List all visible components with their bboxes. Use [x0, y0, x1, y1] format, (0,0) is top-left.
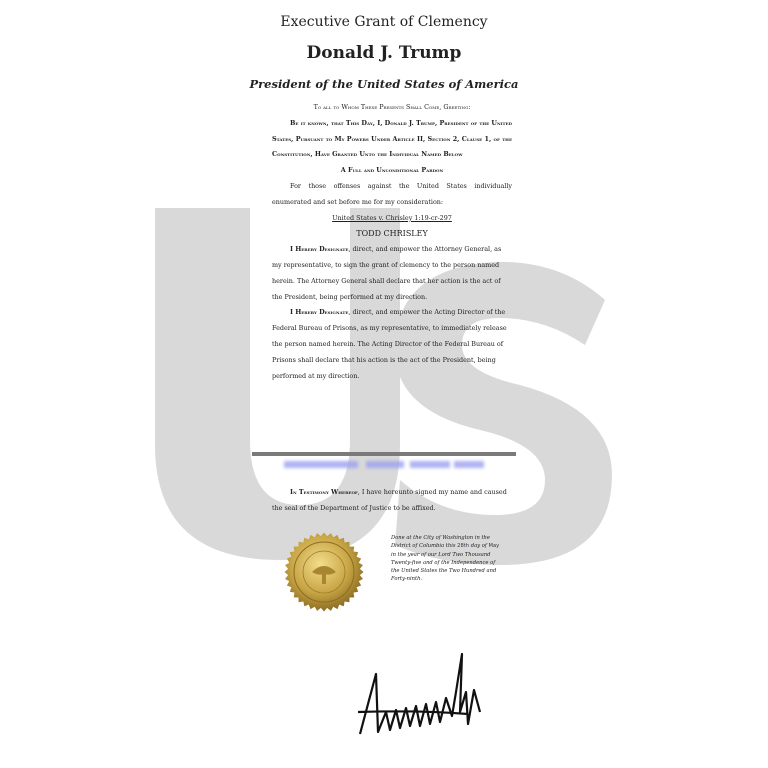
designate-lead: I Hereby Designate — [290, 308, 349, 317]
designate-bop-paragraph — [272, 305, 512, 384]
presidential-signature — [356, 652, 486, 744]
testimony-paragraph — [272, 485, 512, 517]
president-name: Donald J. Trump — [306, 43, 462, 63]
divider — [252, 452, 516, 456]
designate-text: , direct, and empower the Acting Director of the Federal Bureau of Prisons, as my representative, to immediately release the person named herein. The Acting Director of the Federal Bureau of Prisons shall declare that his action is the act of the President, being performed at my direction. — [272, 308, 507, 380]
testimony-lead: In Testimony Whereof — [290, 488, 358, 496]
designate-ag-paragraph — [272, 242, 512, 305]
president-office: President of the United States of America — [249, 77, 519, 91]
be-it-known-paragraph: Be it known, that This Day, I, Donald J. Trump, President of the United States, Pursuant to My Powers Under Article II, Section 2, Clause 1, of the Constitution, Have Granted Unto the Individual Named Below — [272, 118, 512, 159]
redacted-text — [410, 461, 450, 468]
clemency-document — [249, 0, 519, 768]
designate-text: , direct, and empower the Attorney General, as my representative, to sign the grant of clemency to the person named herein. The Attorney General shall declare that her action is the act of the President, being performed at my direction. — [272, 245, 502, 301]
done-at-line: in the year of our Lord Two Thousand Twenty-five and of the Independence of the United States the Two Hundred and Forty-ninth. — [391, 551, 497, 583]
offenses-paragraph: For those offenses against the United States individually enumerated and set before me for my consideration: — [272, 181, 512, 206]
testimony-text: , I have hereunto signed my name and caused the seal of the Department of Justice to be affixed. — [272, 488, 507, 512]
designate-lead: I Hereby Designate — [290, 245, 349, 254]
greeting: To all to Whom These Presents Shall Come, Greeting: — [313, 103, 471, 111]
case-name: United States v. Chrisley 1:19-cr-297 — [332, 213, 452, 222]
done-at-line: day of — [470, 543, 487, 550]
document-title: Executive Grant of Clemency — [280, 14, 488, 30]
redacted-text — [366, 461, 404, 468]
done-at-line: Done at the City of Washington in the District of Columbia this — [391, 535, 490, 550]
done-at-text — [391, 534, 501, 584]
redacted-text — [284, 461, 358, 468]
handwritten-month: May — [488, 543, 500, 550]
document-body — [272, 100, 512, 384]
redacted-text — [454, 461, 484, 468]
handwritten-day: 28th — [457, 543, 470, 550]
doj-seal-icon — [284, 532, 364, 612]
pardon-heading: A Full and Unconditional Pardon — [340, 166, 444, 175]
individual-name: TODD CHRISLEY — [356, 229, 428, 239]
